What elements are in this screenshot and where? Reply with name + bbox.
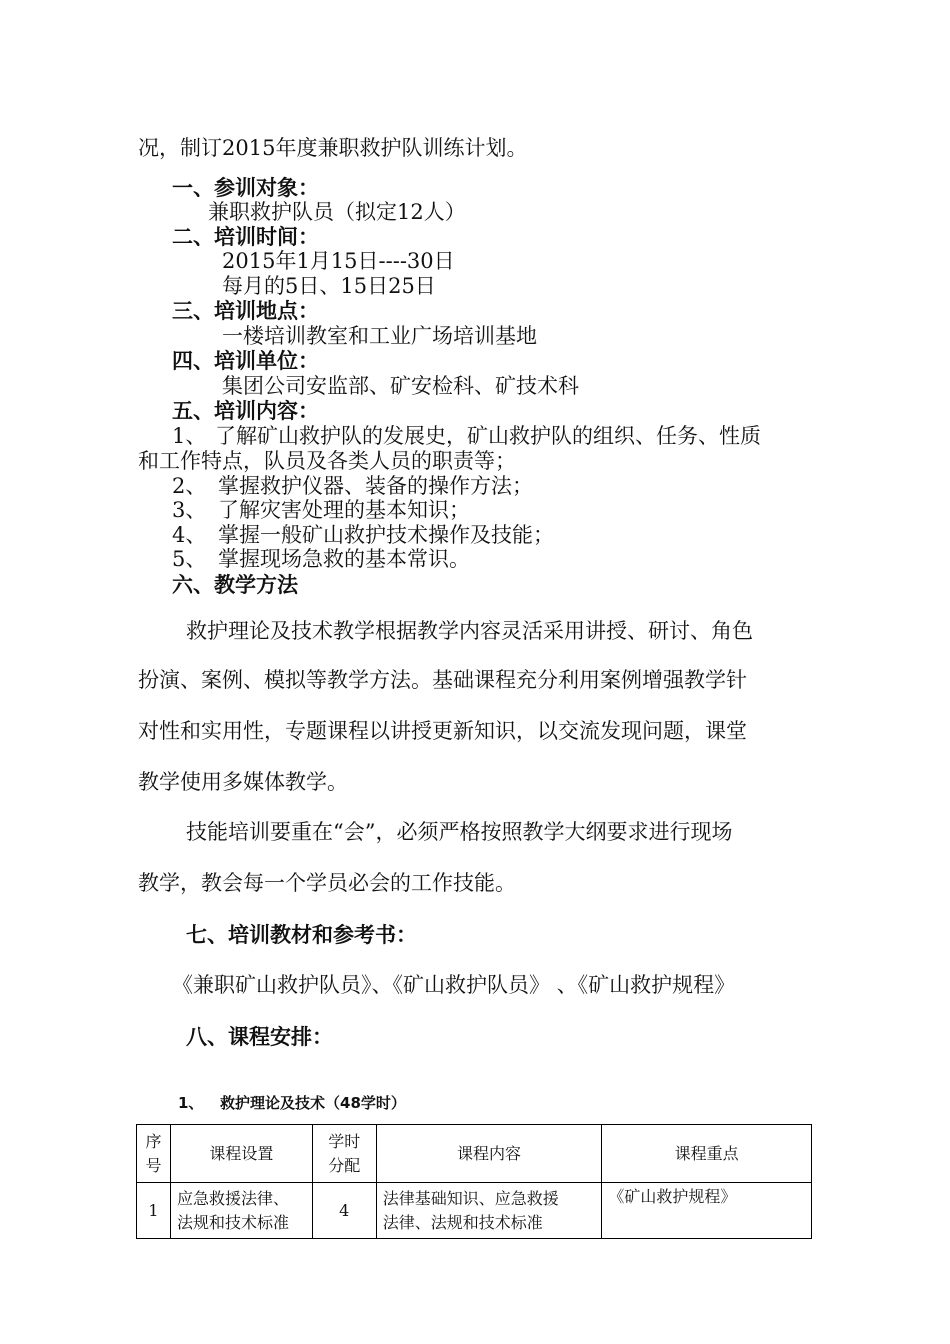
table-row bbox=[137, 1183, 812, 1239]
header-hours bbox=[312, 1125, 376, 1183]
table-header-row bbox=[137, 1125, 812, 1183]
content-item-1-text: 了解矿山救护队的发展史，矿山救护队的组织、任务、性质 bbox=[215, 424, 761, 448]
intro-line: 况，制订2015年度兼职救护队训练计划。 bbox=[138, 136, 528, 160]
section-4-heading: 四、培训单位： bbox=[172, 349, 319, 373]
subsection-title: 救护理论及技术（48学时） bbox=[220, 1094, 406, 1112]
section-5-heading: 五、培训内容： bbox=[172, 399, 319, 423]
section-4-body: 集团公司安监部、矿安检科、矿技术科 bbox=[222, 374, 579, 398]
method-paragraph-1-line-3: 对性和实用性，专题课程以讲授更新知识，以交流发现问题，课堂 bbox=[138, 719, 747, 743]
header-course: 课程设置 bbox=[170, 1125, 312, 1183]
content-item-5-text: 掌握现场急救的基本常识。 bbox=[218, 547, 470, 571]
header-seq-line-2: 号 bbox=[145, 1155, 162, 1175]
content-item-4-text: 掌握一般矿山救护技术操作及技能； bbox=[218, 523, 554, 547]
course-table bbox=[136, 1124, 812, 1239]
cell-course-line-2: 法规和技术标准 bbox=[176, 1212, 289, 1232]
header-hours-line-2: 分配 bbox=[328, 1155, 361, 1175]
method-paragraph-2-line-1: 技能培训要重在“会”，必须严格按照教学大纲要求进行现场 bbox=[186, 820, 733, 844]
header-hours-line-1: 学时 bbox=[328, 1131, 361, 1151]
cell-content-line-1: 法律基础知识、应急救援 bbox=[382, 1188, 559, 1208]
content-item-2-text: 掌握救护仪器、装备的操作方法； bbox=[218, 474, 533, 498]
method-paragraph-1-line-2: 扮演、案例、模拟等教学方法。基础课程充分利用案例增强教学针 bbox=[138, 668, 747, 692]
cell-focus: 《矿山救护规程》 bbox=[602, 1183, 812, 1239]
cell-hours: 4 bbox=[312, 1183, 376, 1239]
method-paragraph-1-line-1: 救护理论及技术教学根据教学内容灵活采用讲授、研讨、角色 bbox=[186, 619, 753, 643]
method-paragraph-1-line-4: 教学使用多媒体教学。 bbox=[138, 770, 348, 794]
section-7-heading: 七、培训教材和参考书： bbox=[186, 923, 417, 947]
header-content: 课程内容 bbox=[376, 1125, 602, 1183]
header-focus: 课程重点 bbox=[602, 1125, 812, 1183]
content-item-1-continuation: 和工作特点，队员及各类人员的职责等； bbox=[138, 449, 516, 473]
cell-course bbox=[170, 1183, 312, 1239]
cell-content bbox=[376, 1183, 602, 1239]
cell-seq: 1 bbox=[137, 1183, 171, 1239]
method-paragraph-2-line-2: 教学，教会每一个学员必会的工作技能。 bbox=[138, 871, 516, 895]
section-1-heading: 一、参训对象： bbox=[172, 176, 319, 200]
header-seq-line-1: 序 bbox=[145, 1131, 162, 1151]
content-item-3-number: 3、 bbox=[172, 498, 207, 522]
content-item-3-text: 了解灾害处理的基本知识； bbox=[218, 498, 470, 522]
section-2-line-2: 每月的5日、15日25日 bbox=[222, 274, 436, 298]
reference-books: 《兼职矿山救护队员》、《矿山救护队员》 、《矿山救护规程》 bbox=[172, 973, 736, 997]
content-item-1-number: 1、 bbox=[172, 424, 207, 448]
cell-course-line-1: 应急救援法律、 bbox=[176, 1188, 289, 1208]
section-2-heading: 二、培训时间： bbox=[172, 225, 319, 249]
content-item-2-number: 2、 bbox=[172, 474, 207, 498]
cell-content-line-2: 法律、法规和技术标准 bbox=[382, 1212, 543, 1232]
subsection-number: 1、 bbox=[178, 1094, 204, 1112]
section-3-heading: 三、培训地点： bbox=[172, 299, 319, 323]
section-8-heading: 八、课程安排： bbox=[186, 1025, 333, 1049]
content-item-4-number: 4、 bbox=[172, 523, 207, 547]
header-seq bbox=[137, 1125, 171, 1183]
section-1-body: 兼职救护队员（拟定12人） bbox=[208, 200, 466, 224]
content-item-5-number: 5、 bbox=[172, 547, 207, 571]
section-6-heading: 六、教学方法 bbox=[172, 573, 298, 597]
section-2-line-1: 2015年1月15日----30日 bbox=[222, 249, 455, 273]
section-3-body: 一楼培训教室和工业广场培训基地 bbox=[222, 324, 537, 348]
